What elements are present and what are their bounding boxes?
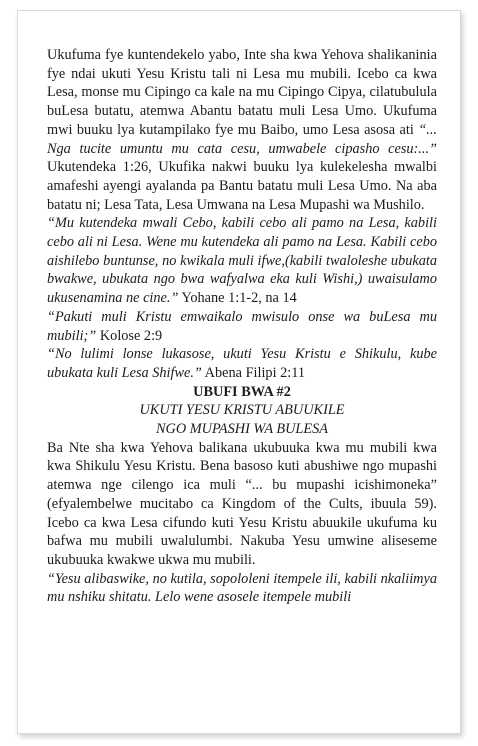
section-subtitle-line-2: NGO MUPASHI WA BULESA (155, 421, 328, 438)
scripture-reference: Kolose 2:9 (96, 327, 163, 344)
scripture-quote: “Yesu alibaswike, no kutila, sopololeni itempele ili, kabili nkaliimya mu nshiku shitatu. Lelo wene asosele itempele mubili (47, 570, 437, 606)
scripture-quote: “... Nga tucite umuntu mu cata cesu, umwabele cipasho cesu:...” (47, 121, 437, 157)
scripture-reference: Yohane 1:1-2, na 14 (178, 290, 297, 307)
body-paragraph (47, 439, 437, 570)
scripture-paragraph-philippians (47, 345, 437, 382)
scripture-paragraph-trailing (47, 570, 437, 607)
section-heading (47, 383, 437, 439)
paragraph-text: Ba Nte sha kwa Yehova balikana ukubuuka kwa mu mubili kwa kwa Shikulu Yesu Kristu. Bena basoso kuti abushiwe ngo mupashi atemwa nge cilengo ica muli “... bu mupashi icishimoneka” (efyalembelwe mucitabo ca Kingdom of the Cults, ibuula 59). Icebo ca kwa Lesa cifundo kuti Yesu Kristu abuukile ukufuma ku bafwa mu mubili uwalulumbi. Nakuba Yesu umwine aliseseme ukubuuka kwakwe ukwa mu mubili. (47, 439, 437, 568)
scripture-paragraph-colossians (47, 308, 437, 345)
document-page (17, 10, 461, 734)
section-subtitle-line-1: UKUTI YESU KRISTU ABUUKILE (139, 402, 345, 419)
paragraph-text: Ukutendeka 1:26, Ukufika nakwi buuku lya kulekelesha mwalbi amafeshi ayengi ayalanda pa Bantu batatu muli Lesa Umo. Na aba batatu ni; Lesa Tata, Lesa Umwana na Lesa Mupashi wa Mushilo. (47, 159, 437, 213)
scripture-paragraph-john (47, 214, 437, 308)
scripture-quote: “No lulimi lonse lukasose, ukuti Yesu Kristu e Shikulu, kube ubukata kuli Lesa Shifwe.” (47, 346, 437, 381)
intro-paragraph (47, 46, 437, 214)
page-body (47, 46, 437, 607)
section-title: UBUFI BWA #2 (193, 383, 291, 400)
scripture-reference: Abena Filipi 2:11 (201, 364, 306, 381)
paragraph-text: Ukufuma fye kuntendekelo yabo, Inte sha kwa Yehova shalikaninia fye ndai ukuti Yesu Kristu tali ni Lesa mu mubili. Icebo ca kwa Lesa, monse mu Cipingo ca kale na mu Cipingo Cipya, cilatubulula buLesa butatu, atemwa Abantu batatu muli Lesa Umo. Ukufuma mwi buuku lya kutampilako fye mu Baibo, umo Lesa asosa ati (47, 47, 437, 138)
scripture-quote: “Mu kutendeka mwali Cebo, kabili cebo ali pamo na Lesa, kabili cebo ali ni Lesa. Wene mu kutendeka ali pamo na Lesa. Kabili cebo aishilebo buntunse, no kwikala muli ifwe,(kabili twaloleshe ubukata bwakwe, ubukata ngo bwa wafyalwa eka kuli Wishi,) uwaisulamo ukusenamina ne cine.” (47, 215, 437, 307)
scripture-quote: “Pakuti muli Kristu emwaikalo mwisulo onse wa buLesa mu mubili;” (47, 308, 437, 344)
